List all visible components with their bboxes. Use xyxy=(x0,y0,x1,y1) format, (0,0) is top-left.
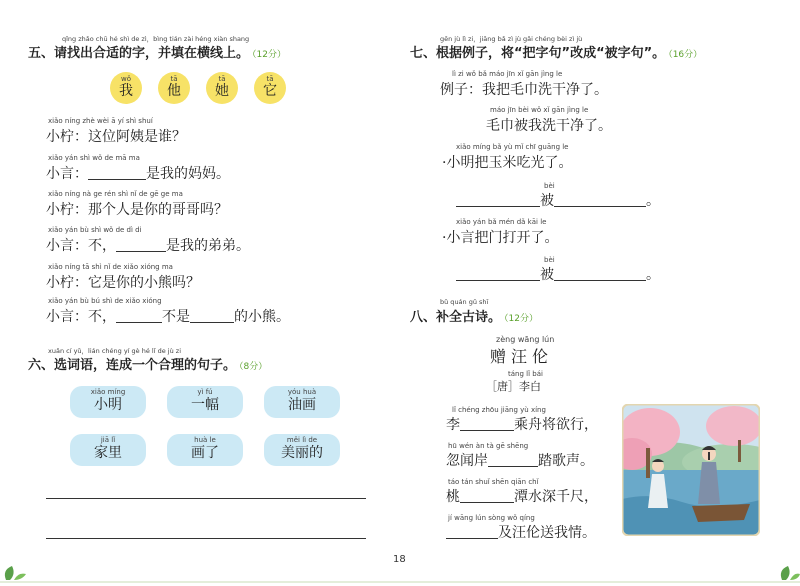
char-option-wo: wǒ 我 xyxy=(110,72,142,104)
answer-blank[interactable] xyxy=(446,525,498,539)
poem-line-4: 及汪伦送我情。 xyxy=(446,522,596,542)
section6-title-text: 六、选词语，连成一个合理的句子。 xyxy=(28,358,237,373)
answer-blank[interactable] xyxy=(456,193,540,207)
section6-title xyxy=(28,354,267,373)
answer-blank[interactable] xyxy=(116,238,166,252)
char-option-ta-it: tā 它 xyxy=(254,72,286,104)
example-converted: 毛巾被我洗干净了。 xyxy=(486,118,612,134)
dialog-3: 小柠：那个人是你的哥哥吗？ xyxy=(46,202,228,218)
leaf-icon xyxy=(5,566,26,580)
word-card-youhua[interactable]: yóu huà 油画 xyxy=(264,386,340,418)
q1-bei-pinyin: bèi xyxy=(544,182,555,190)
answer-blank[interactable] xyxy=(456,267,540,281)
answer-blank[interactable] xyxy=(88,166,146,180)
dialog-1: 小柠：这位阿姨是谁？ xyxy=(46,129,186,145)
question-2: ·小言把门打开了。 xyxy=(442,230,559,246)
page-number: 18 xyxy=(393,554,406,565)
poem-line-3: 桃 潭水深千尺， xyxy=(446,489,598,505)
leaf-icon xyxy=(781,566,800,580)
poem-line-1-pinyin: lǐ chéng zhōu jiāng yù xíng xyxy=(452,406,546,414)
word-card-yifu[interactable]: yì fú 一幅 xyxy=(167,386,243,418)
section5-title xyxy=(28,42,286,61)
word-card-meilide[interactable]: měi lì de 美丽的 xyxy=(264,434,340,466)
answer-blank[interactable] xyxy=(554,267,646,281)
dialog-2-pinyin: xiǎo yán shì wǒ de mā ma xyxy=(48,154,140,162)
word-card-huale[interactable]: huà le 画了 xyxy=(167,434,243,466)
poem-line-2-pinyin: hū wén àn tà gē shēng xyxy=(448,442,529,450)
example2-pinyin: máo jīn bèi wǒ xǐ gān jìng le xyxy=(490,106,589,114)
section5-score: （12分） xyxy=(252,50,286,60)
answer-blank[interactable] xyxy=(488,453,538,467)
section6-title-pinyin: xuǎn cí yǔ，lián chéng yí gè hé lǐ de jù zi xyxy=(48,347,182,355)
section8-title xyxy=(410,306,538,325)
answer-blank[interactable] xyxy=(554,193,646,207)
poem-line-3-pinyin: táo tán shuǐ shēn qiān chǐ xyxy=(448,478,539,486)
example-sentence: 例子：我把毛巾洗干净了。 xyxy=(440,82,608,98)
section7-title-text: 七、根据例子，将“把字句”改成“被字句”。 xyxy=(410,46,666,61)
author-pinyin: táng lǐ bái xyxy=(508,370,543,378)
section8-title-pinyin: bǔ quán gǔ shī xyxy=(440,298,489,306)
poem-line-4-pinyin: jí wāng lún sòng wǒ qíng xyxy=(448,514,535,522)
poem-author: ［唐］李白 xyxy=(486,380,541,393)
example-pinyin: lì zi wǒ bǎ máo jīn xǐ gān jìng le xyxy=(452,70,563,78)
dialog-4: 小言：不， 是我的弟弟。 xyxy=(46,238,250,254)
q2-pinyin: xiǎo yán bǎ mén dǎ kāi le xyxy=(456,218,547,226)
answer-blank[interactable] xyxy=(460,489,514,503)
dialog-1-pinyin: xiǎo níng zhè wèi ā yí shì shuí xyxy=(48,117,153,125)
poem-title-pinyin: zèng wāng lún xyxy=(496,335,555,344)
answer-2: 被 。 xyxy=(456,264,660,284)
dialog-3-pinyin: xiǎo níng nà ge rén shì nǐ de gē ge ma xyxy=(48,190,183,198)
section8-title-text: 八、补全古诗。 xyxy=(410,310,502,325)
section7-score: （16分） xyxy=(668,50,703,60)
word-card-xiaoming[interactable]: xiǎo míng 小明 xyxy=(70,386,146,418)
poem-illustration xyxy=(622,404,760,536)
answer-blank[interactable] xyxy=(460,417,514,431)
section6-score: （8分） xyxy=(239,362,268,372)
answer-line[interactable] xyxy=(46,498,366,499)
section7-title xyxy=(410,42,702,61)
poem-line-1: 李 乘舟将欲行， xyxy=(446,417,598,433)
bottom-decoration xyxy=(0,566,800,586)
answer-1: 被 。 xyxy=(456,190,660,210)
dialog-5: 小柠：它是你的小熊吗？ xyxy=(46,275,200,291)
section8-score: （12分） xyxy=(504,314,538,324)
word-card-jiali[interactable]: jiā lǐ 家里 xyxy=(70,434,146,466)
dialog-4-pinyin: xiǎo yán bù shì wǒ de dì di xyxy=(48,226,142,234)
section5-title-text: 五、请找出合适的字，并填在横线上。 xyxy=(28,46,250,61)
dialog-5-pinyin: xiǎo níng tā shì nǐ de xiǎo xióng ma xyxy=(48,263,173,271)
answer-line[interactable] xyxy=(46,538,366,539)
dialog-2: 小言： 是我的妈妈。 xyxy=(46,166,230,182)
poem-title: 赠汪伦 xyxy=(490,347,554,366)
poem-line-2: 忽闻岸 踏歌声。 xyxy=(446,453,594,469)
dialog-6: 小言：不， 不是 的小熊。 xyxy=(46,309,290,325)
section5-title-pinyin: qǐng zhǎo chū hé shì de zì，bìng tián zài héng xiàn shang xyxy=(62,35,250,43)
q2-bei-pinyin: bèi xyxy=(544,256,555,264)
answer-blank[interactable] xyxy=(190,309,234,323)
char-option-ta-she: tā 她 xyxy=(206,72,238,104)
char-option-ta-he: tā 他 xyxy=(158,72,190,104)
dialog-6-pinyin: xiǎo yán bù bú shì de xiǎo xióng xyxy=(48,297,162,305)
section7-title-pinyin: gēn jù lì zi，jiāng bǎ zì jù gǎi chéng bèi zì jù xyxy=(440,35,583,43)
answer-blank[interactable] xyxy=(116,309,162,323)
question-1: ·小明把玉米吃光了。 xyxy=(442,155,573,171)
q1-pinyin: xiǎo míng bǎ yù mǐ chī guāng le xyxy=(456,143,569,151)
